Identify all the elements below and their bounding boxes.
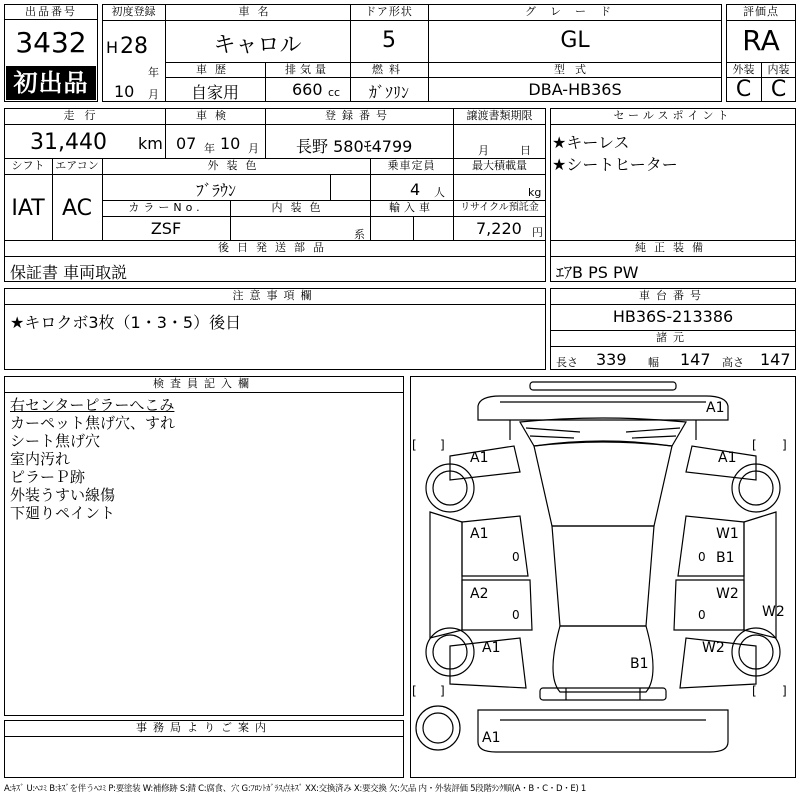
lot-label: 出品番号 <box>4 4 98 20</box>
inspection-label: 車検 <box>196 109 234 122</box>
damage-right-rear-door: W2 <box>716 586 739 602</box>
length-label: 長さ <box>556 356 578 369</box>
history: 自家用 <box>190 83 239 102</box>
damage-roof-rear: B1 <box>630 656 649 672</box>
load-label: 最大積載量 <box>472 159 527 172</box>
notes-value: ★キロクボ3枚（1・3・5）後日 <box>10 313 242 332</box>
bracket-right-lower-2: ] <box>782 684 787 698</box>
bracket-right-upper: [ <box>752 438 757 452</box>
equipment-value: ｴｱB PS PW <box>556 263 639 282</box>
height: 147 <box>760 350 791 369</box>
damage-zero-4: 0 <box>698 608 706 622</box>
import-label: 輸入車 <box>389 201 434 214</box>
damage-left-rear-door: A2 <box>470 586 489 602</box>
doors: 5 <box>382 28 396 53</box>
reg-month-unit: 月 <box>148 88 159 101</box>
legend: A:ｷｽﾞ U:ﾍｺﾐ B:ｷｽﾞを伴うﾍｺﾐ P:要塗装 W:補修跡 S:錆 C:腐食、穴 G:ﾌﾛﾝﾄｶﾞﾗｽ点ｷｽﾞ XX:交換済み X:要交換 欠:欠品 内・外装評価 5段階ﾗﾝｸ順(A・B・C・D・E) 1 <box>4 784 587 794</box>
remark-1: 右センターピラーへこみ <box>10 396 175 414</box>
later-parts-label: 後日発送部品 <box>218 241 332 254</box>
lot-number: 3432 <box>15 26 87 59</box>
damage-zero-3: 0 <box>512 608 520 622</box>
inspection-year-unit: 年 <box>204 142 215 155</box>
reg-month: 10 <box>114 82 135 101</box>
bracket-right-lower: [ <box>752 684 757 698</box>
interior-label: 内装 <box>767 63 790 76</box>
damage-right-front-fender: A1 <box>718 450 737 466</box>
doors-label: ドア形状 <box>365 5 413 18</box>
model-label: 型式 <box>554 63 596 76</box>
width-label: 幅 <box>648 356 659 369</box>
car-diagram <box>410 376 796 778</box>
inspection-month: 10 <box>220 134 241 153</box>
history-label: 車歴 <box>196 63 234 76</box>
score: RA <box>742 24 780 57</box>
bracket-left-upper: [ <box>412 438 417 452</box>
damage-right-front-door-2: B1 <box>716 550 735 566</box>
fuel-label: 燃料 <box>372 63 406 76</box>
damage-rear: A1 <box>482 730 501 746</box>
remark-3: シート焦げ穴 <box>10 432 101 450</box>
displacement-label: 排気量 <box>285 63 330 76</box>
width: 147 <box>680 350 711 369</box>
ext-color: ﾌﾞﾗｳﾝ <box>195 181 236 200</box>
inspection-year: 07 <box>176 134 197 153</box>
ac-label: エアコン <box>55 159 99 172</box>
score-label: 評価点 <box>743 5 779 18</box>
shift-label: シフト <box>11 159 45 172</box>
remark-6: 外装うすい線傷 <box>10 486 116 504</box>
int-color-label: 内装色 <box>271 201 329 214</box>
first-listing-badge: 初出品 <box>6 66 96 100</box>
mileage-unit: km <box>138 134 163 153</box>
recycle: 7,220 <box>476 219 522 238</box>
era: H <box>106 38 119 57</box>
equipment-label: 純正装備 <box>635 241 711 254</box>
bracket-left-lower-2: ] <box>440 684 445 698</box>
damage-left-rear-fender: A1 <box>482 640 501 656</box>
remark-4: 室内汚れ <box>10 450 71 468</box>
damage-right-rear-fender: W2 <box>702 640 725 656</box>
displacement-unit: cc <box>328 86 341 99</box>
notes-label: 注意事項欄 <box>232 289 318 302</box>
car-name: キャロル <box>213 33 302 58</box>
color-no-label: カラーNo. <box>128 201 204 214</box>
reg-year: 28 <box>120 34 148 59</box>
grade-label: グレード <box>525 5 625 18</box>
selling-point-1: ★キーレス <box>552 133 630 152</box>
ac: AC <box>61 196 93 221</box>
capacity-unit: 人 <box>434 186 445 199</box>
selling-points-label: セールスポイント <box>613 109 733 122</box>
inspection-month-unit: 月 <box>248 142 259 155</box>
recycle-label: リサイクル預託金 <box>460 202 539 213</box>
remark-2: カーペット焦げ穴、すれ <box>10 414 176 432</box>
chassis-value: HB36S-213386 <box>612 307 734 326</box>
car-name-label: 車名 <box>238 5 277 18</box>
damage-zero-2: 0 <box>698 550 706 564</box>
inspector-label: 検査員記入欄 <box>153 377 255 390</box>
damage-left-front-fender: A1 <box>470 450 489 466</box>
damage-right-front-door-1: W1 <box>716 526 739 542</box>
fuel: ｶﾞｿﾘﾝ <box>368 83 409 102</box>
color-no: ZSF <box>150 219 182 238</box>
office-label: 事務局よりご案内 <box>136 721 272 734</box>
remark-7: 下廻りペイント <box>10 504 116 522</box>
bracket-left-lower: [ <box>412 684 417 698</box>
model: DBA-HB36S <box>528 80 622 99</box>
mileage-label: 走行 <box>63 109 106 122</box>
damage-left-front-door: A1 <box>470 526 489 542</box>
shift: IAT <box>11 196 45 221</box>
damage-zero-1: 0 <box>512 550 520 564</box>
ext-color-label: 外装色 <box>207 159 265 172</box>
capacity: 4 <box>410 180 421 199</box>
interior-grade: C <box>770 77 787 102</box>
length: 339 <box>596 350 627 369</box>
transfer-day-unit: 日 <box>520 144 531 157</box>
load-unit: kg <box>528 186 542 199</box>
plate-label: 登録番号 <box>325 109 393 122</box>
plate: 長野 580ﾓ4799 <box>296 137 413 156</box>
grade: GL <box>560 28 590 53</box>
capacity-label: 乗車定員 <box>387 159 436 172</box>
bracket-left-upper-2: ] <box>440 438 445 452</box>
transfer-label: 譲渡書類期限 <box>466 109 533 122</box>
chassis-label: 車台番号 <box>639 289 707 302</box>
int-color-unit: 系 <box>354 228 365 241</box>
exterior-grade: C <box>735 77 752 102</box>
mileage: 31,440 <box>30 130 107 155</box>
exterior-label: 外装 <box>732 63 755 76</box>
later-parts: 保証書 車両取説 <box>10 263 128 282</box>
displacement: 660 <box>292 80 323 99</box>
height-label: 高さ <box>722 356 744 369</box>
recycle-unit: 円 <box>532 226 543 239</box>
remark-5: ピラーＰ跡 <box>10 468 86 486</box>
selling-point-2: ★シートヒーター <box>552 155 678 174</box>
damage-front: A1 <box>706 400 725 416</box>
damage-right-rocker: W2 <box>762 604 785 620</box>
dimensions-label: 諸元 <box>656 331 690 344</box>
reg-year-unit: 年 <box>148 66 159 79</box>
bracket-right-upper-2: ] <box>782 438 787 452</box>
first-reg-label: 初度登録 <box>111 5 156 18</box>
transfer-month-unit: 月 <box>478 144 489 157</box>
